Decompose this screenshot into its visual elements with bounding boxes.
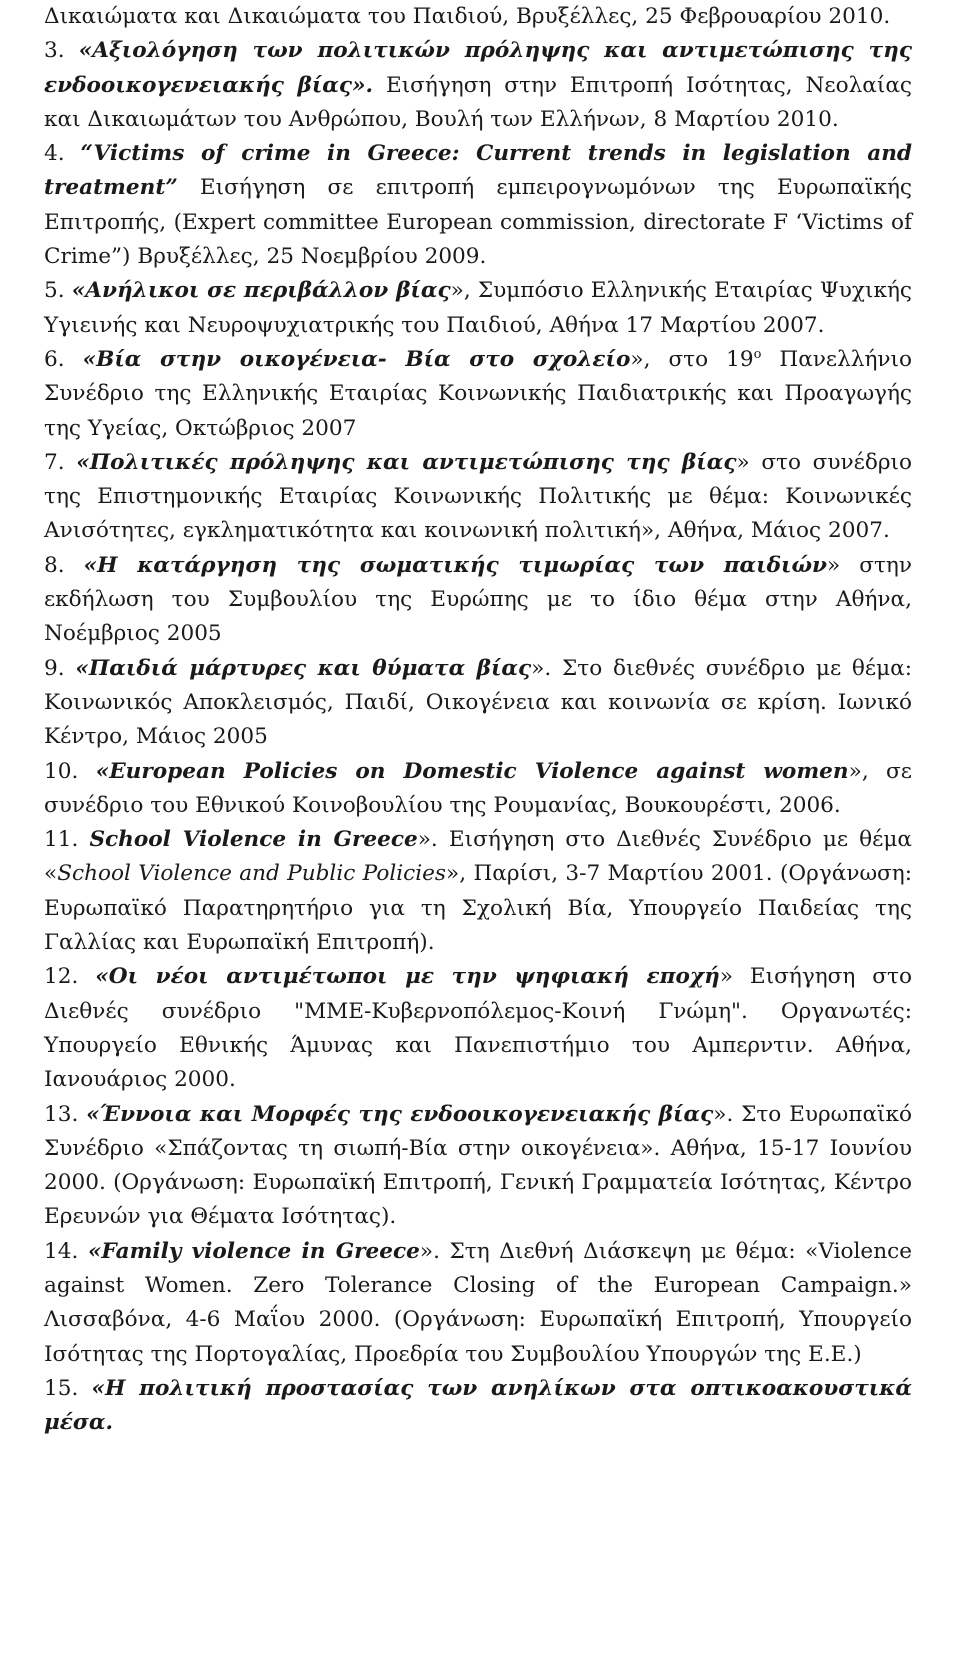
item-title: «Family violence in Greece [87, 1238, 420, 1264]
item-number: 8. [44, 552, 65, 578]
item-body-continued: Πανελλήνιο Συνέδριο της Ελληνικής Εταιρίας Κοινωνικής Παιδιατρικής και Προαγωγής της Υγείας, Οκτώβριος 2007 [44, 346, 913, 441]
item-number: 10. [44, 758, 79, 784]
list-item-5 [44, 274, 912, 343]
item-title: «Η πολιτική προστασίας των ανηλίκων στα οπτικοακουστικά μέσα. [44, 1375, 912, 1436]
continuation-paragraph [44, 0, 912, 34]
item-body-continued: », Παρίσι, 3-7 Μαρτίου 2001. (Οργάνωση: Ευρωπαϊκό Παρατηρητήριο για τη Σχολική Βία, Υπουργείο Παιδείας της Γαλλίας και Ευρωπαϊκή Επιτροπή). [44, 861, 913, 956]
item-number: 7. [44, 449, 65, 475]
list-item-13 [44, 1098, 912, 1235]
item-number: 5. [44, 278, 65, 304]
item-title: School Violence in Greece [89, 827, 418, 853]
item-title: «European Policies on Domestic Violence against women [95, 758, 849, 784]
item-number: 11. [44, 827, 79, 853]
list-item-14 [44, 1235, 912, 1372]
item-body: Εισήγηση στην Επιτροπή Ισότητας, Νεολαίας και Δικαιωμάτων του Ανθρώπου, Βουλή των Ελλήνων, 8 Μαρτίου 2010. [44, 72, 913, 132]
item-number: 15. [44, 1375, 79, 1401]
list-item-6 [44, 343, 912, 446]
item-title: «Πολιτικές πρόληψης και αντιμετώπισης της βίας [76, 449, 737, 475]
list-item-12 [44, 960, 912, 1097]
item-title: «Ανήλικοι σε περιβάλλον βίας [71, 278, 451, 304]
list-item-11 [44, 823, 912, 960]
item-body: », Συμπόσιο Ελληνικής Εταιρίας Ψυχικής Υγιεινής και Νευροψυχιατρικής του Παιδιού, Αθήνα 17 Μαρτίου 2007. [44, 278, 912, 338]
item-body: ». Εισήγηση στο Διεθνές Συνέδριο με θέμα « [44, 827, 912, 887]
list-item-7 [44, 446, 912, 549]
item-body: ». Στο διεθνές συνέδριο με θέμα: Κοινωνικός Αποκλεισμός, Παιδί, Οικογένεια και κοινωνία σε κρίση. Ιωνικό Κέντρο, Μάιος 2005 [44, 655, 912, 750]
item-italic-phrase: School Violence and Public Policies [57, 861, 447, 887]
item-title: «Έννοια και Μορφές της ενδοοικογενειακής βίας [86, 1101, 714, 1127]
item-title: «Οι νέοι αντιμέτωποι με την ψηφιακή εποχή [95, 964, 720, 990]
item-title: «Η κατάργηση της σωματικής τιμωρίας των παιδιών [83, 552, 828, 578]
item-number: 4. [44, 141, 65, 167]
item-title: «Παιδιά μάρτυρες και θύματα βίας [75, 655, 532, 681]
list-item-10 [44, 755, 912, 824]
item-body: », σε συνέδριο του Εθνικού Κοινοβουλίου της Ρουμανίας, Βουκουρέστι, 2006. [44, 758, 912, 818]
list-item-15 [44, 1372, 912, 1441]
item-title: «Αξιολόγηση των πολιτικών πρόληψης και αντιμετώπισης της ενδοοικογενειακής βίας». [44, 38, 912, 98]
list-item-8 [44, 549, 912, 652]
item-number: 12. [44, 964, 79, 990]
item-number: 13. [44, 1101, 79, 1127]
item-number: 9. [44, 655, 65, 681]
item-number: 6. [44, 346, 65, 372]
item-body: », στο 19 [630, 346, 754, 372]
continuation-text: Δικαιώματα και Δικαιώματα του Παιδιού, Βρυξέλλες, 25 Φεβρουαρίου 2010. [44, 4, 891, 29]
item-body: » στο συνέδριο της Επιστημονικής Εταιρίας Κοινωνικής Πολιτικής με θέμα: Κοινωνικές Ανισότητες, εγκληματικότητα και κοινωνική πολιτική», Αθήνα, Μάιος 2007. [44, 449, 912, 544]
item-body: ». Στο Ευρωπαϊκό Συνέδριο «Σπάζοντας τη σιωπή-Βία στην οικογένεια». Αθήνα, 15-17 Ιουνίου 2000. (Οργάνωση: Ευρωπαϊκή Επιτροπή, Γενική Γραμματεία Ισότητας, Κέντρο Ερευνών για Θέματα Ισότητας). [44, 1101, 912, 1230]
item-body: » στην εκδήλωση του Συμβουλίου της Ευρώπης με το ίδιο θέμα στην Αθήνα, Νοέμβριος 2005 [44, 552, 912, 647]
item-title: “Victims of crime in Greece: Current trends in legislation and treatment” [44, 141, 912, 201]
item-title: «Βία στην οικογένεια- Βία στο σχολείο [82, 346, 631, 372]
item-body: Εισήγηση σε επιτροπή εμπειρογνωμόνων της Ευρωπαϊκής Επιτροπής, (Expert committee European commission, directorate F ‘Victims of Crime”) Βρυξέλλες, 25 Νοεμβρίου 2009. [44, 175, 912, 270]
list-item-3 [44, 34, 912, 137]
item-body: » Εισήγηση στο Διεθνές συνέδριο "ΜΜΕ-Κυβερνοπόλεμος-Κοινή Γνώμη". Οργανωτές: Υπουργείο Εθνικής Άμυνας και Πανεπιστήμιο του Αμπερντιν. Αθήνα, Ιανουάριος 2000. [44, 964, 912, 1093]
list-item-9 [44, 652, 912, 755]
item-body: ». Στη Διεθνή Διάσκεψη με θέμα: «Violence against Women. Zero Tolerance Closing of the European Campaign.» Λισσαβόνα, 4-6 Μαΐου 2000. (Οργάνωση: Ευρωπαϊκή Επιτροπή, Υπουργείο Ισότητας της Πορτογαλίας, Προεδρία του Συμβουλίου Υπουργών της Ε.Ε.) [44, 1238, 912, 1367]
item-number: 3. [44, 38, 65, 64]
ordinal-superscript: ο [753, 346, 762, 362]
item-number: 14. [44, 1238, 79, 1264]
list-item-4 [44, 137, 912, 274]
